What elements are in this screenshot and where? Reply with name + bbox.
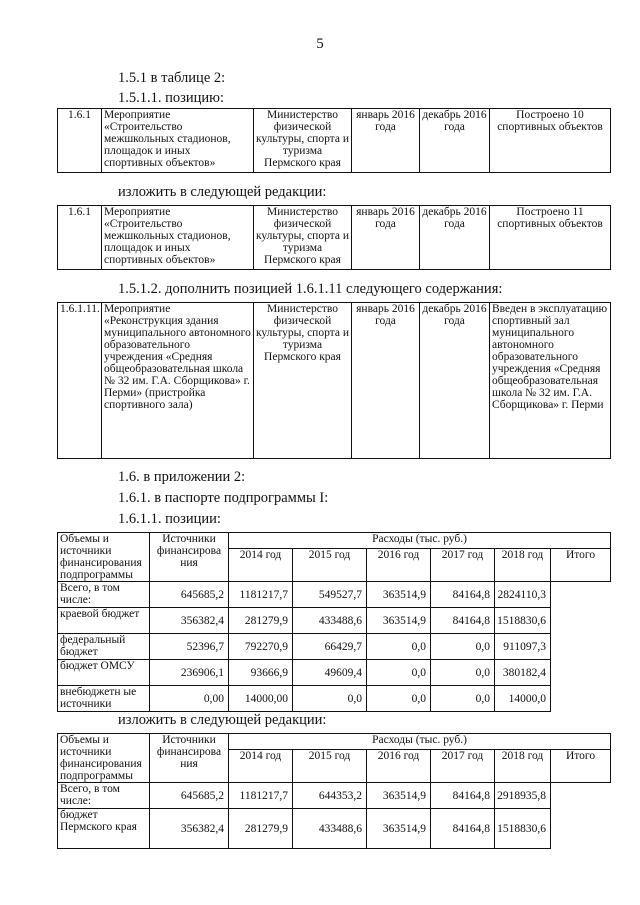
sources-header: Источники финансирова ния: [150, 734, 229, 783]
page-number: 5: [316, 36, 324, 52]
year-value: 0,0: [367, 686, 431, 712]
year-header: 2014 год: [229, 750, 293, 783]
year-value: 363514,9: [367, 809, 431, 849]
source-label: федеральный бюджет: [58, 634, 150, 660]
table-row: [58, 686, 611, 712]
year-value: 84164,8: [431, 582, 495, 608]
year-value: 645685,2: [150, 582, 229, 608]
table-row: [58, 809, 611, 849]
paragraph-1-5-1-1: 1.5.1.1. позицию:: [118, 90, 225, 106]
total-header: Итого: [551, 549, 611, 582]
result: Построено 11 спортивных объектов: [490, 206, 611, 270]
year-value: 281279,9: [229, 608, 293, 634]
year-value: 0,00: [150, 686, 229, 712]
year-value: 363514,9: [367, 608, 431, 634]
source-label: Всего, в том числе:: [58, 783, 150, 809]
paragraph-new-edition-1: изложить в следующей редакции:: [118, 184, 327, 200]
start-date: январь 2016 года: [352, 206, 420, 270]
expenses-header: Расходы (тыс. руб.): [229, 533, 611, 549]
expenses-header: Расходы (тыс. руб.): [229, 734, 611, 750]
source-label: Всего, в том числе:: [58, 582, 150, 608]
end-date: декабрь 2016 года: [420, 109, 490, 173]
year-value: 0,0: [367, 660, 431, 686]
result: Построено 10 спортивных объектов: [490, 109, 611, 173]
ministry: Министерство физической культуры, спорта и туризма Пермского края: [254, 109, 352, 173]
position-table-added: [57, 302, 611, 459]
year-header: 2014 год: [229, 549, 293, 582]
table-row: [58, 660, 611, 686]
result: Введен в эксплуатацию спортивный зал муниципального автономного образовательного учреждения «Средняя общеобразовательная школа № 32 им. Г.А. Сборщикова» г. Перми: [490, 303, 611, 459]
year-value: 281279,9: [229, 809, 293, 849]
year-header: 2018 год: [495, 549, 551, 582]
total-value: 1518830,6: [495, 809, 551, 849]
sources-header: Источники финансирова ния: [150, 533, 229, 582]
source-label: краевой бюджет: [58, 608, 150, 634]
table-row: [58, 783, 611, 809]
year-value: 0,0: [293, 686, 367, 712]
year-header: 2017 год: [431, 549, 495, 582]
volumes-header: Объемы и источники финансирования подпрограммы: [58, 734, 150, 783]
paragraph-1-5-1: 1.5.1 в таблице 2:: [118, 70, 226, 86]
table-row: [58, 109, 611, 173]
year-value: 236906,1: [150, 660, 229, 686]
paragraph-1-6: 1.6. в приложении 2:: [118, 469, 246, 485]
table-row: [58, 634, 611, 660]
table-header-row: [58, 533, 611, 549]
year-value: 792270,9: [229, 634, 293, 660]
year-value: 645685,2: [150, 783, 229, 809]
year-header: 2015 год: [293, 750, 367, 783]
year-value: 0,0: [431, 686, 495, 712]
year-value: 433488,6: [293, 809, 367, 849]
year-header: 2016 год: [367, 750, 431, 783]
paragraph-new-edition-2: изложить в следующей редакции:: [118, 712, 327, 728]
year-value: 644353,2: [293, 783, 367, 809]
ministry: Министерство физической культуры, спорта и туризма Пермского края: [254, 303, 352, 459]
table-row: [58, 303, 611, 459]
year-header: 2016 год: [367, 549, 431, 582]
ministry: Министерство физической культуры, спорта и туризма Пермского края: [254, 206, 352, 270]
total-value: 911097,3: [495, 634, 551, 660]
row-number: 1.6.1.11.: [58, 303, 102, 459]
total-value: 380182,4: [495, 660, 551, 686]
total-value: 2824110,3: [495, 582, 551, 608]
volumes-header: Объемы и источники финансирования подпрограммы: [58, 533, 150, 582]
table-row: [58, 582, 611, 608]
year-value: 549527,7: [293, 582, 367, 608]
year-value: 356382,4: [150, 608, 229, 634]
measure-name: Мероприятие «Строительство межшкольных стадионов, площадок и иных спортивных объектов»: [102, 109, 254, 173]
table-row: [58, 608, 611, 634]
source-label: внебюджетн ые источники: [58, 686, 150, 712]
row-number: 1.6.1: [58, 109, 102, 173]
year-header: 2017 год: [431, 750, 495, 783]
source-label: бюджет ОМСУ: [58, 660, 150, 686]
year-value: 14000,00: [229, 686, 293, 712]
total-header: Итого: [551, 750, 611, 783]
year-header: 2015 год: [293, 549, 367, 582]
year-value: 0,0: [431, 634, 495, 660]
year-value: 84164,8: [431, 783, 495, 809]
total-value: 1518830,6: [495, 608, 551, 634]
year-value: 84164,8: [431, 809, 495, 849]
start-date: январь 2016 года: [352, 303, 420, 459]
year-value: 84164,8: [431, 608, 495, 634]
year-value: 363514,9: [367, 783, 431, 809]
paragraph-1-5-1-2: 1.5.1.2. дополнить позицией 1.6.1.11 следующего содержания:: [118, 281, 503, 297]
year-value: 0,0: [367, 634, 431, 660]
position-table-new: [57, 205, 611, 270]
year-value: 49609,4: [293, 660, 367, 686]
start-date: январь 2016 года: [352, 109, 420, 173]
year-value: 363514,9: [367, 582, 431, 608]
year-value: 433488,6: [293, 608, 367, 634]
row-number: 1.6.1: [58, 206, 102, 270]
measure-name: Мероприятие «Строительство межшкольных стадионов, площадок и иных спортивных объектов»: [102, 206, 254, 270]
financing-table-old: [57, 532, 611, 712]
year-value: 52396,7: [150, 634, 229, 660]
year-value: 1181217,7: [229, 582, 293, 608]
total-value: 2918935,8: [495, 783, 551, 809]
year-value: 0,0: [431, 660, 495, 686]
end-date: декабрь 2016 года: [420, 206, 490, 270]
table-header-row: [58, 734, 611, 750]
paragraph-1-6-1-1: 1.6.1.1. позиции:: [118, 511, 221, 527]
year-value: 66429,7: [293, 634, 367, 660]
year-value: 93666,9: [229, 660, 293, 686]
position-table-old: [57, 108, 611, 173]
financing-table-new: [57, 733, 611, 849]
source-label: бюджет Пермского края: [58, 809, 150, 849]
table-row: [58, 206, 611, 270]
year-value: 1181217,7: [229, 783, 293, 809]
year-header: 2018 год: [495, 750, 551, 783]
paragraph-1-6-1: 1.6.1. в паспорте подпрограммы I:: [118, 490, 329, 506]
total-value: 14000,0: [495, 686, 551, 712]
end-date: декабрь 2016 года: [420, 303, 490, 459]
year-value: 356382,4: [150, 809, 229, 849]
measure-name: Мероприятие «Реконструкция здания муниципального автономного образовательного учреждения «Средняя общеобразовательная школа № 32 им. Г.А. Сборщикова» г. Перми» (пристройка спортивного зала): [102, 303, 254, 459]
